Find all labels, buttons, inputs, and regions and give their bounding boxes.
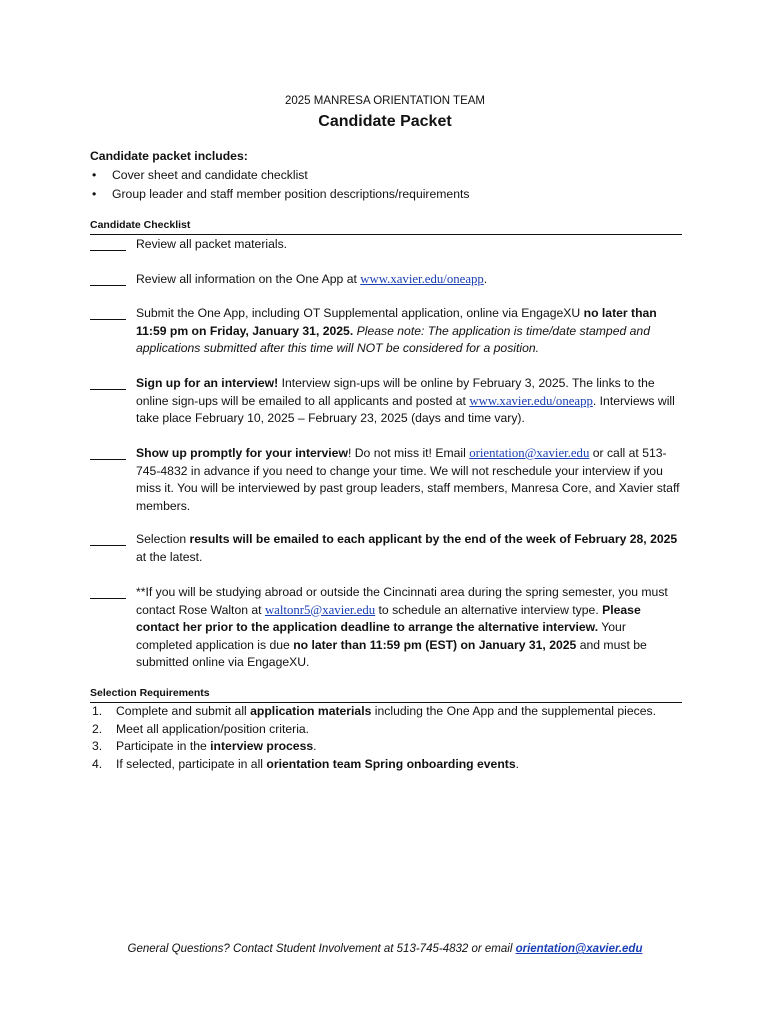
checklist-item-review-packet: Review all packet materials. [136, 237, 288, 251]
oneapp-link[interactable]: www.xavier.edu/oneapp [469, 393, 593, 408]
page-title: Candidate Packet [318, 113, 452, 130]
checkbox-blank[interactable] [90, 449, 126, 460]
org-title: 2025 MANRESA ORIENTATION TEAM [284, 95, 486, 107]
bullet-icon: • [92, 168, 97, 182]
checkbox-blank[interactable] [90, 379, 126, 390]
checkbox-blank[interactable] [90, 275, 126, 286]
checklist-heading: Candidate Checklist [90, 219, 191, 231]
requirements-list [90, 703, 690, 773]
list-item: • Cover sheet and candidate checklist [90, 166, 469, 185]
oneapp-link[interactable]: www.xavier.edu/oneapp [360, 272, 484, 286]
checkbox-blank[interactable] [90, 309, 126, 320]
checklist-item-abroad: **If you will be studying abroad or outside the Cincinnati area during the spring semester, you must contact Rose Walton at waltonr5@xavier.edu to schedule an alternative interview type. Please contact her prior to the application deadline to arrange the alternative interview. Your completed application is due no later than 11:59 pm (EST) on January 31, 2025 and must be submitted online via EngageXU. [136, 585, 668, 669]
list-item: 4. If selected, participate in all orientation team Spring onboarding events. [92, 756, 519, 771]
requirements-heading: Selection Requirements [90, 687, 210, 699]
checkbox-blank[interactable] [90, 240, 126, 251]
divider [90, 234, 682, 235]
checklist-item-interview-signup: Sign up for an interview! Interview sign-ups will be online by February 3, 2025. The links to the online sign-ups will be emailed to all applicants and posted at www.xavier.edu/oneapp. Interviews will take place February 10, 2025 – February 23, 2025 (days and time vary). [136, 376, 675, 425]
list-item: • Group leader and staff member position descriptions/requirements [90, 185, 469, 204]
orientation-email-link[interactable]: orientation@xavier.edu [469, 446, 590, 460]
bullet-icon: • [92, 187, 97, 201]
checklist-item-one-app: Review all information on the One App at www.xavier.edu/oneapp. [136, 272, 488, 286]
checklist-item-submit: Submit the One App, including OT Supplemental application, online via EngageXU no later than 11:59 pm on Friday, January 31, 2025. Please note: The application is time/date stamped and applications submitted after this time will NOT be considered for a position. [136, 306, 657, 355]
walton-email-link[interactable]: waltonr5@xavier.edu [264, 602, 376, 617]
checkbox-blank[interactable] [90, 535, 126, 546]
footer-email-link[interactable]: orientation@xavier.edu [515, 943, 643, 955]
list-item: 1. Complete and submit all application materials including the One App and the supplemental pieces. [92, 704, 656, 718]
checkbox-blank[interactable] [90, 588, 126, 599]
list-item: 2. Meet all application/position criteria. [92, 721, 310, 736]
list-item: 3. Participate in the interview process. [92, 739, 317, 754]
footer: General Questions? Contact Student Involvement at 513-745-4832 or email orientation@xavier.edu [127, 943, 643, 955]
includes-heading: Candidate packet includes: [90, 149, 248, 163]
includes-list [90, 166, 469, 204]
checklist-item-show-up: Show up promptly for your interview! Do not miss it! Email orientation@xavier.edu or call at 513-745-4832 in advance if you need to change your time. We will not reschedule your interview if you miss it. You will be interviewed by past group leaders, staff members, Manresa Core, and Xavier staff members. [136, 446, 680, 513]
checklist-item-results: Selection results will be emailed to each applicant by the end of the week of February 28, 2025 at the latest. [136, 532, 678, 564]
